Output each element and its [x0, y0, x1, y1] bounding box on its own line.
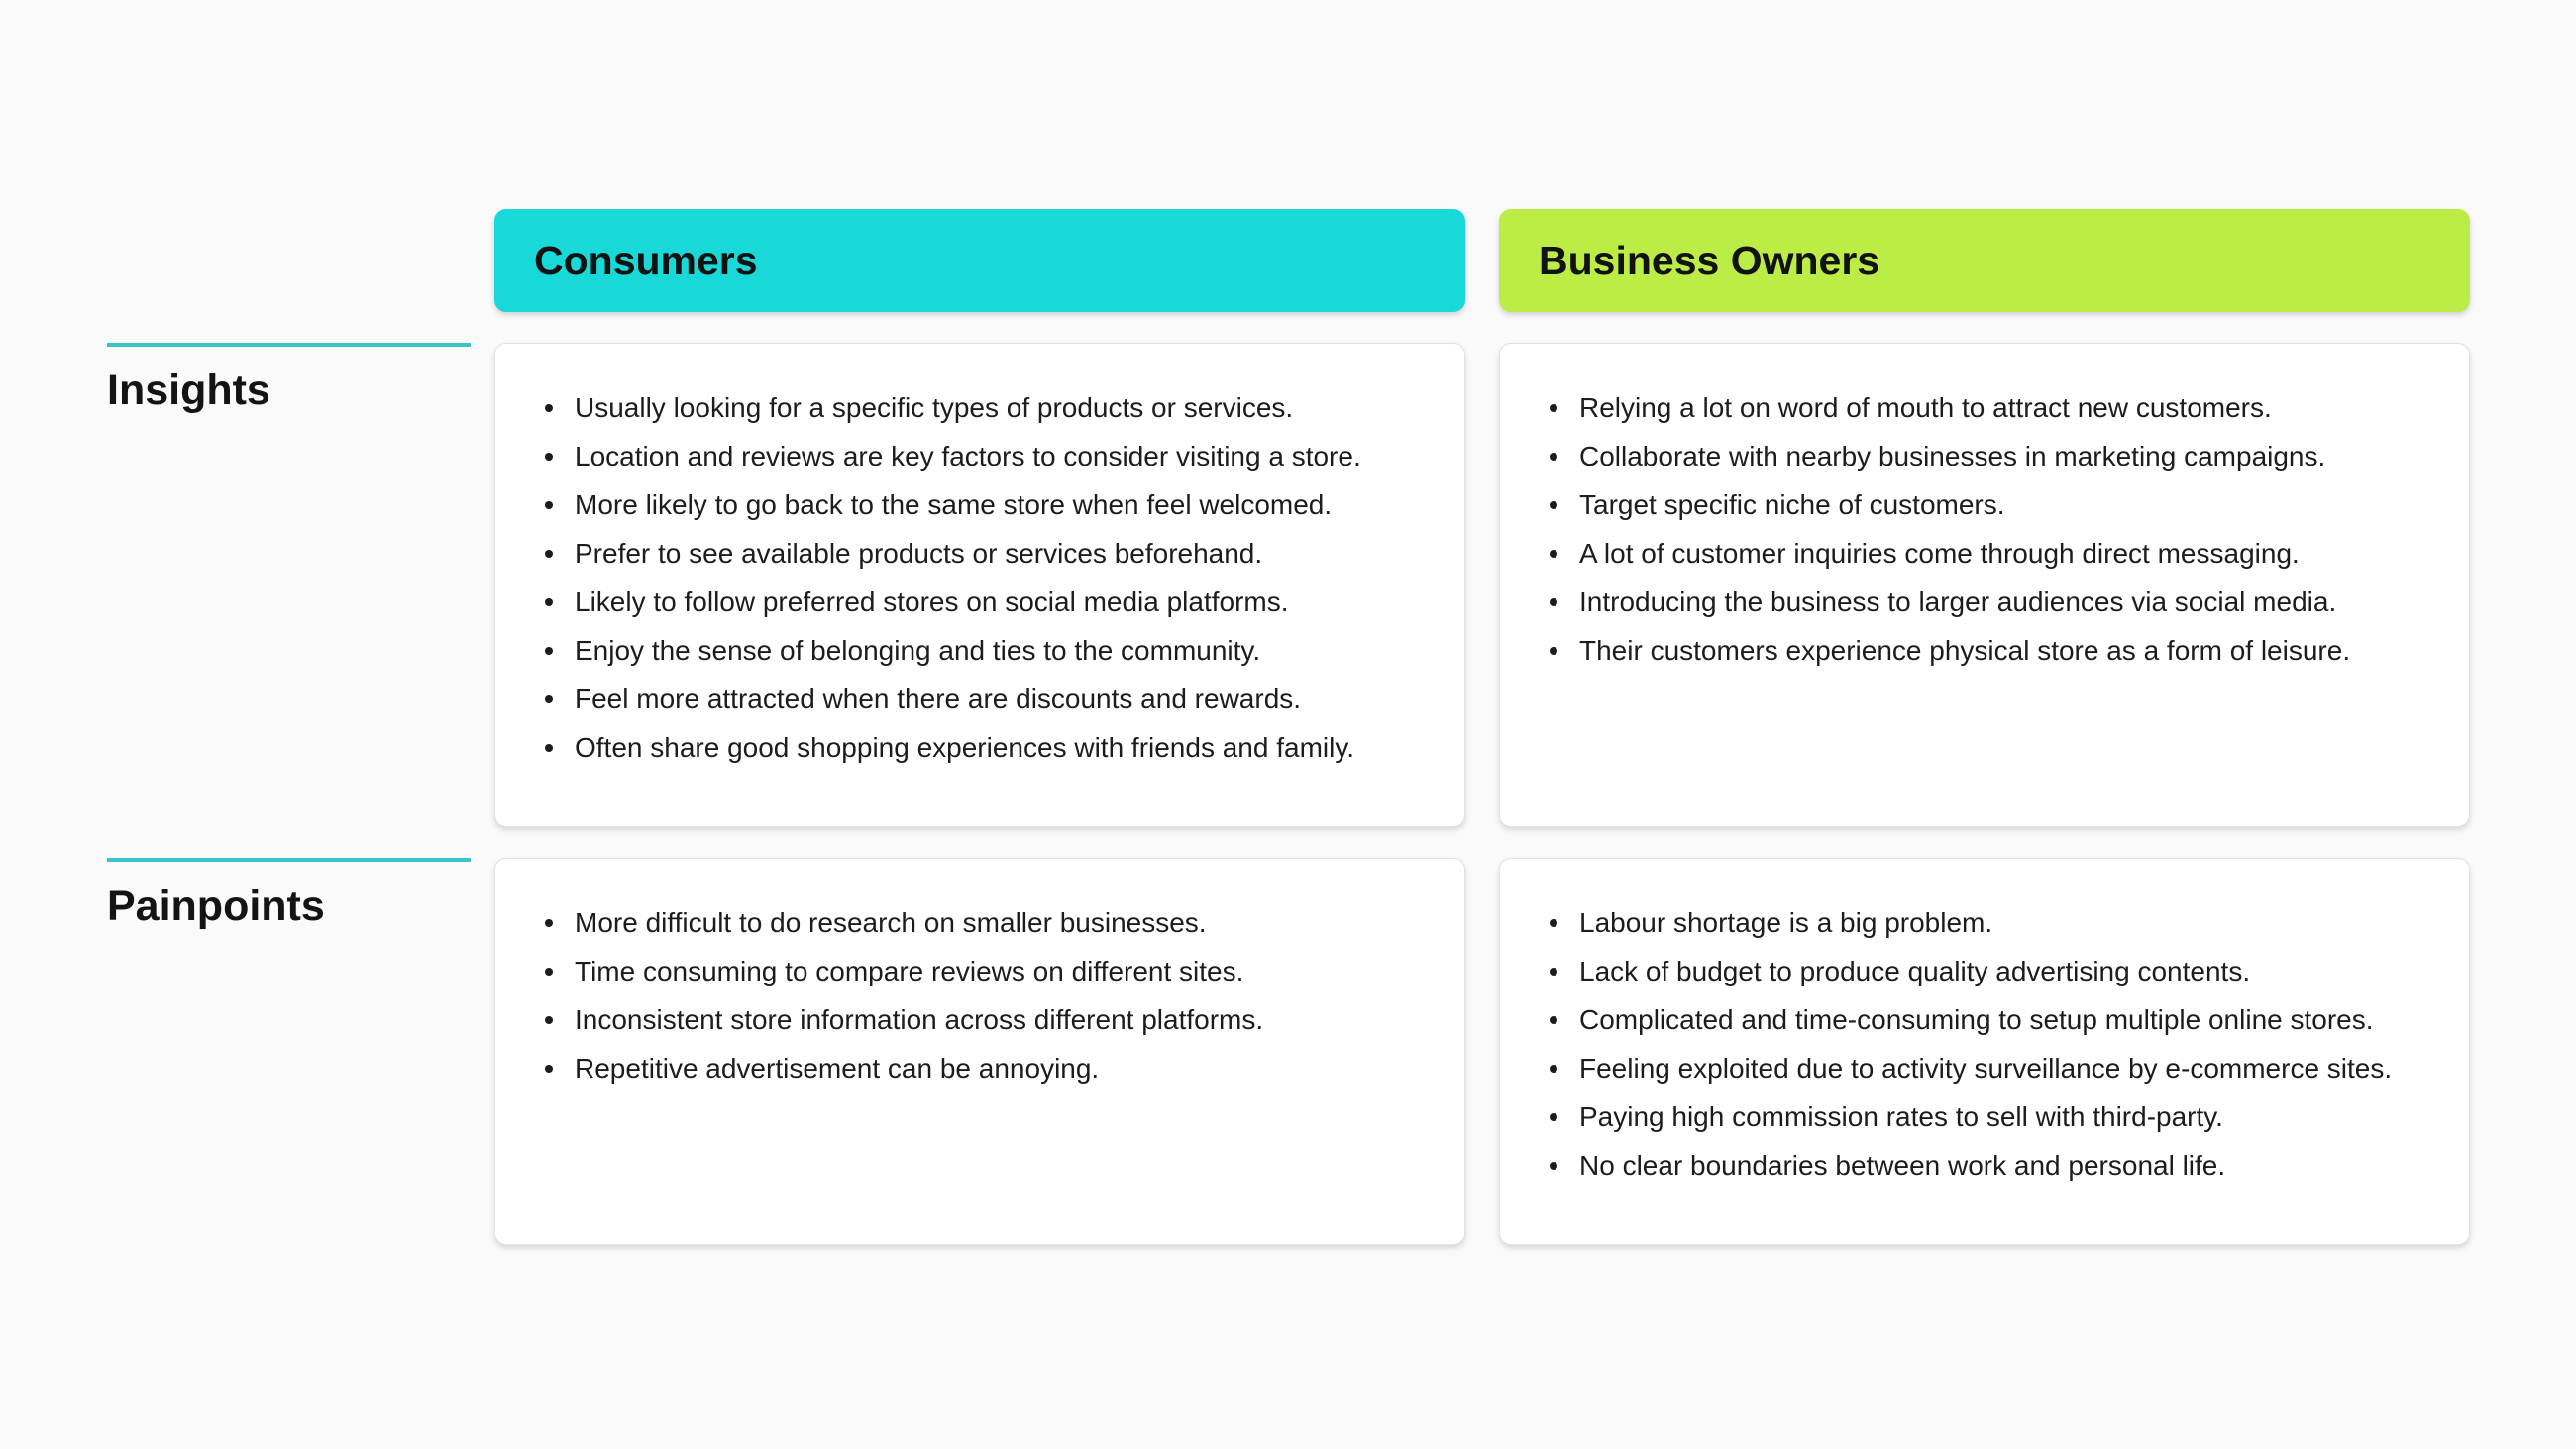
painpoints-divider	[107, 858, 471, 862]
insights-consumers-item: Often share good shopping experiences with friends and family.	[575, 723, 1425, 772]
painpoints-label: Painpoints	[107, 882, 325, 930]
insights-business-owners-item: Their customers experience physical store as a form of leisure.	[1579, 626, 2429, 674]
insights-consumers-item: Likely to follow preferred stores on social media platforms.	[575, 577, 1425, 626]
insights-business-owners-card	[1499, 343, 2470, 827]
insights-business-owners-item: Collaborate with nearby businesses in marketing campaigns.	[1579, 432, 2429, 480]
painpoints-business-owners-item: Complicated and time-consuming to setup multiple online stores.	[1579, 995, 2429, 1044]
consumers-header-title: Consumers	[534, 237, 758, 283]
insights-consumers-list	[535, 383, 1425, 772]
insights-consumers-item: Prefer to see available products or services beforehand.	[575, 529, 1425, 577]
painpoints-business-owners-item: Paying high commission rates to sell with third-party.	[1579, 1092, 2429, 1141]
painpoints-business-owners-item: Feeling exploited due to activity surveillance by e-commerce sites.	[1579, 1044, 2429, 1092]
painpoints-consumers-item: Time consuming to compare reviews on different sites.	[575, 947, 1425, 995]
insights-consumers-item: Enjoy the sense of belonging and ties to the community.	[575, 626, 1425, 674]
painpoints-business-owners-item: Lack of budget to produce quality advertising contents.	[1579, 947, 2429, 995]
painpoints-consumers-list	[535, 898, 1425, 1092]
painpoints-consumers-item: Repetitive advertisement can be annoying.	[575, 1044, 1425, 1092]
painpoints-business-owners-item: Labour shortage is a big problem.	[1579, 898, 2429, 947]
business-owners-header-title: Business Owners	[1539, 237, 1880, 283]
insights-consumers-item: Feel more attracted when there are discounts and rewards.	[575, 674, 1425, 723]
painpoints-consumers-item: More difficult to do research on smaller businesses.	[575, 898, 1425, 947]
insights-divider	[107, 343, 471, 347]
insights-consumers-item: Location and reviews are key factors to consider visiting a store.	[575, 432, 1425, 480]
painpoints-business-owners-card	[1499, 858, 2470, 1245]
insights-consumers-item: More likely to go back to the same store when feel welcomed.	[575, 480, 1425, 529]
insights-business-owners-item: Relying a lot on word of mouth to attract new customers.	[1579, 383, 2429, 432]
insights-consumers-item: Usually looking for a specific types of products or services.	[575, 383, 1425, 432]
painpoints-consumers-item: Inconsistent store information across different platforms.	[575, 995, 1425, 1044]
insights-business-owners-item: A lot of customer inquiries come through direct messaging.	[1579, 529, 2429, 577]
business-owners-header	[1499, 209, 2470, 312]
insights-business-owners-list	[1540, 383, 2429, 674]
consumers-header	[494, 209, 1465, 312]
painpoints-business-owners-list	[1540, 898, 2429, 1190]
insights-consumers-card	[494, 343, 1465, 827]
insights-business-owners-item: Target specific niche of customers.	[1579, 480, 2429, 529]
insights-label: Insights	[107, 366, 270, 414]
painpoints-consumers-card	[494, 858, 1465, 1245]
insights-business-owners-item: Introducing the business to larger audiences via social media.	[1579, 577, 2429, 626]
painpoints-business-owners-item: No clear boundaries between work and personal life.	[1579, 1141, 2429, 1190]
